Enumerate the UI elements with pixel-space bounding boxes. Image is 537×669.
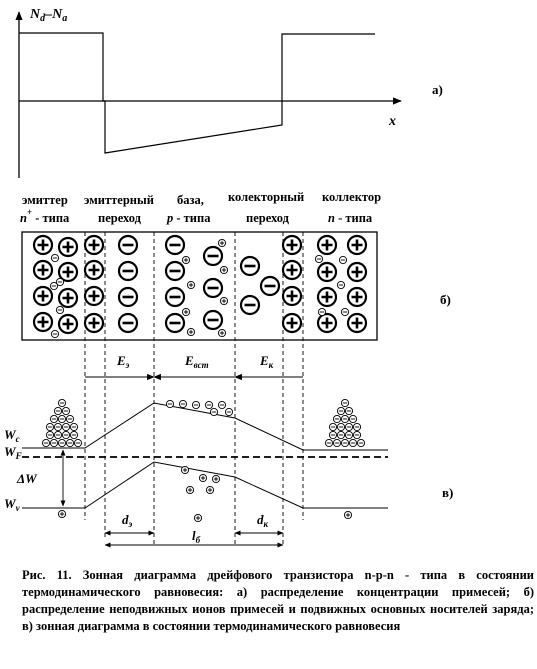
region-emitter-junction-line1: эмиттерный — [84, 193, 154, 207]
dim-label-lb: $l_б$ — [192, 528, 201, 545]
panel-c — [4, 399, 453, 545]
x-axis-label: x — [389, 114, 396, 129]
field-label-emitter: $E_э$ — [117, 353, 130, 370]
region-emitter-junction-line2: переход — [98, 211, 141, 225]
field-label-collector: $E_к$ — [260, 353, 274, 370]
figure-caption: Рис. 11. Зонная диаграмма дрейфового транзистора n-p-n - типа в состоянии термодинамического равновесия: а) распределение концентрации примесей; б) распределение неподвижных ионов примесей и подвижных основных носителей заряда; в) зонная диаграмма в состоянии термодинамического равновесия — [22, 568, 534, 633]
y-axis-label: $N_d-N_a$ — [30, 7, 68, 24]
dim-label-de: $d_э$ — [122, 512, 133, 529]
collector-electron-pyramid — [325, 399, 364, 446]
valence-band-edge — [22, 462, 388, 508]
level-label-wf: $W_F$ — [4, 444, 22, 461]
emitter-electron-pyramid — [42, 399, 81, 446]
level-label-delta-w: ΔW — [17, 471, 37, 486]
collector-valence-hole — [344, 511, 351, 518]
region-collector-line2: n - типа — [328, 211, 373, 225]
panel-a — [19, 7, 443, 178]
region-collector-line1: коллектор — [322, 190, 382, 204]
panel-b-label: б) — [440, 292, 451, 307]
region-collector-junction-line2: переход — [246, 211, 289, 225]
region-emitter-line1: эмиттер — [22, 193, 68, 207]
level-label-wc: $W_c$ — [4, 427, 20, 444]
region-base-line1: база, — [177, 193, 204, 207]
region-emitter-line2: n+ - типа — [20, 207, 70, 225]
panel-b — [20, 190, 454, 545]
dim-label-dk: $d_к$ — [257, 512, 269, 529]
level-label-wv: $W_v$ — [4, 496, 20, 513]
doping-profile — [19, 33, 375, 153]
emitter-valence-hole — [58, 510, 65, 517]
panel-c-label: в) — [442, 485, 454, 500]
region-collector-junction-line1: колекторный — [228, 190, 305, 204]
region-base-line2: p - типа — [167, 211, 211, 225]
panel-a-label: а) — [432, 82, 443, 97]
base-conduction-electrons — [166, 400, 232, 415]
base-valence-holes — [181, 466, 219, 521]
field-label-base: $E_{вст}$ — [185, 353, 209, 370]
